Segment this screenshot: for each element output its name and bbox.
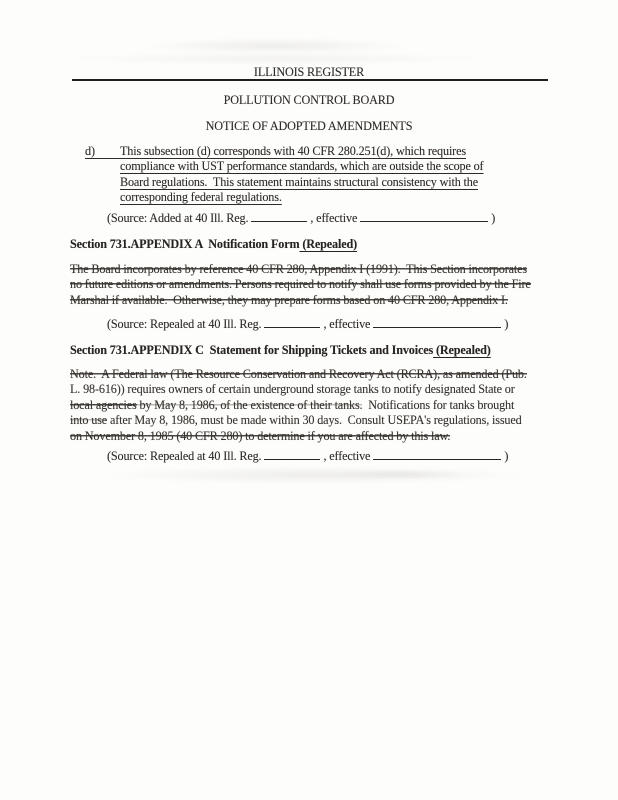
body-text: L. 98-616)) requires owners of certain underground storage tanks to notify designated State or xyxy=(70,382,515,397)
section-a-repealed-label: (Repealed) xyxy=(299,237,358,251)
struck-text-line xyxy=(70,277,570,292)
faint-struck-text: by May 8, 1986, of the existence of their tanks. xyxy=(136,397,363,412)
scan-smudge xyxy=(330,470,470,479)
scan-smudge xyxy=(60,52,490,65)
header-rule xyxy=(72,79,548,81)
struck-text-line xyxy=(70,413,570,428)
struck-text-line xyxy=(70,262,570,277)
section-a-heading xyxy=(70,237,357,252)
struck-text: Note. A Federal law (The Resource Conservation and Recovery Act (RCRA), as amended (Pub. xyxy=(70,367,527,381)
struck-text-line xyxy=(70,429,570,444)
source-prefix: (Source: Added at 40 Ill. Reg. xyxy=(107,211,249,225)
subsection-d-label: d) xyxy=(85,144,120,159)
struck-text: The Board incorporates by reference 40 CFR 280, Appendix I (1991). This Section incorporates xyxy=(70,262,527,276)
section-c-body xyxy=(70,367,570,444)
subsection-d-text: Board regulations. This statement maintains structural consistency with the xyxy=(120,174,478,189)
subsection-d-text: compliance with UST performance standards, which are outside the scope of xyxy=(120,159,484,174)
body-text: after May 8, 1986, must be made within 30 days. Consult USEPA's regulations, issued xyxy=(107,413,522,428)
source-effective-label: , effective xyxy=(323,449,371,463)
subsection-d-line xyxy=(85,159,545,174)
section-c-repealed-label: (Repealed) xyxy=(433,343,491,357)
struck-text-line xyxy=(70,293,570,308)
source-line-added xyxy=(107,210,495,226)
subsection-d-text: corresponding federal regulations. xyxy=(120,190,282,205)
subsection-d-line xyxy=(85,144,545,159)
effective-date-blank xyxy=(373,316,501,328)
faint-struck-text: into use xyxy=(70,413,108,428)
source-effective-label: , effective xyxy=(323,317,371,331)
section-a-body xyxy=(70,262,570,308)
section-c-heading-text: Section 731.APPENDIX C Statement for Shipping Tickets and Invoices xyxy=(70,343,434,357)
source-prefix: (Source: Repealed at 40 Ill. Reg. xyxy=(107,449,262,463)
struck-text-line xyxy=(70,367,570,382)
reg-number-blank xyxy=(251,210,307,222)
struck-text: on November 8, 1985 (40 CFR 280) to determine if you are affected by this law. xyxy=(70,428,451,443)
effective-date-blank xyxy=(360,210,488,222)
source-close-paren: ) xyxy=(491,211,496,225)
struck-text: no future editions or amendments. Persons required to notify shall use forms provided by the Fire xyxy=(70,277,531,292)
subsection-d-line xyxy=(85,190,545,205)
subsection-d xyxy=(85,144,545,206)
source-close-paren: ) xyxy=(504,317,509,331)
register-title: ILLINOIS REGISTER xyxy=(253,65,365,79)
body-text: Notifications for tanks brought xyxy=(362,397,515,412)
source-close-paren: ) xyxy=(504,449,509,463)
effective-date-blank xyxy=(373,448,501,460)
subsection-d-text: This subsection (d) corresponds with 40 CFR 280.251(d), which requires xyxy=(120,144,466,158)
reg-number-blank xyxy=(264,448,320,460)
section-a-heading-text: Section 731.APPENDIX A Notification Form xyxy=(70,237,300,251)
section-c-heading xyxy=(70,343,491,358)
source-effective-label: , effective xyxy=(310,211,358,225)
source-line-repealed-c xyxy=(107,448,508,464)
notice-title: NOTICE OF ADOPTED AMENDMENTS xyxy=(205,119,413,133)
source-line-repealed-a xyxy=(107,316,508,332)
struck-text: local agencies xyxy=(70,397,137,412)
source-prefix: (Source: Repealed at 40 Ill. Reg. xyxy=(107,317,262,331)
struck-text: Marshal if available. Otherwise, they may prepare forms based on 40 CFR 280, Appendix I. xyxy=(70,292,508,307)
body-text-line xyxy=(70,382,570,397)
struck-text-line xyxy=(70,398,570,413)
subsection-d-line xyxy=(85,175,545,190)
reg-number-blank xyxy=(264,316,320,328)
board-title: POLLUTION CONTROL BOARD xyxy=(223,93,395,107)
